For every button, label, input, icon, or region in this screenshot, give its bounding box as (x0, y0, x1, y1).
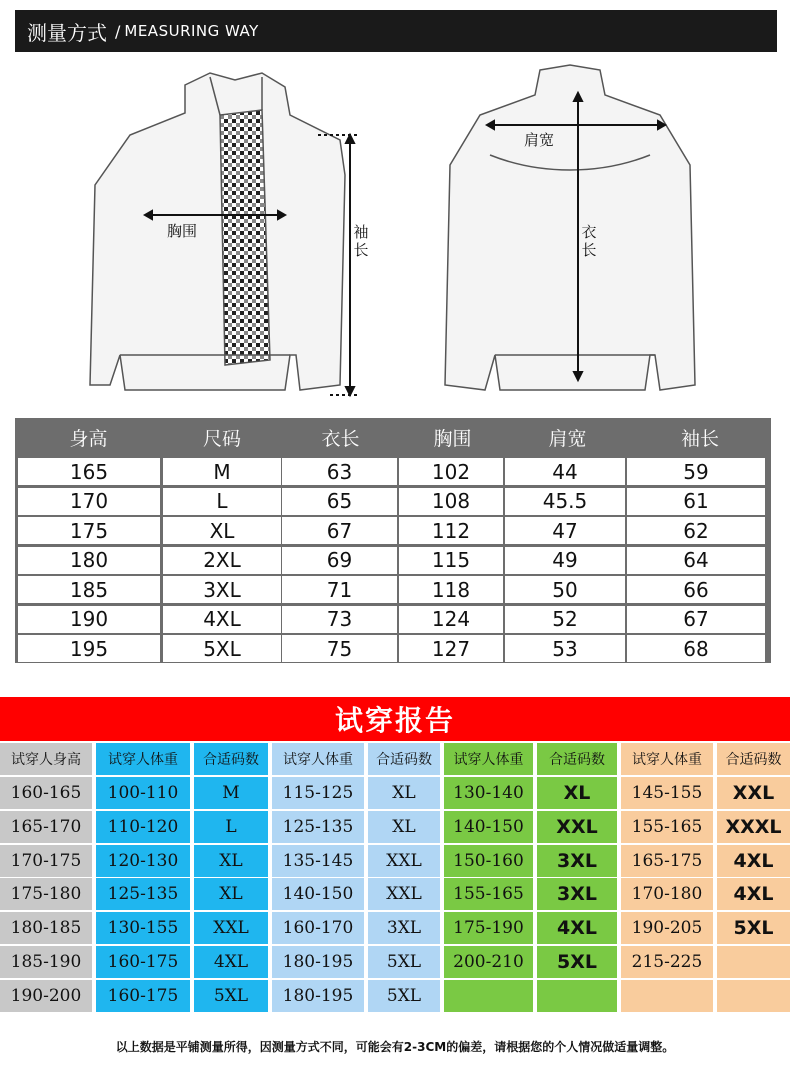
report-cell: XL (194, 878, 268, 910)
report-cell: 130-155 (96, 912, 190, 944)
size-table-cell: M (163, 458, 281, 485)
size-table-cell: 73 (282, 606, 397, 633)
report-cell: 180-185 (0, 912, 92, 944)
report-cell: XXL (537, 811, 617, 843)
report-cell: XXL (194, 912, 268, 944)
report-cell: 180-195 (272, 980, 364, 1012)
report-cell: 200-210 (444, 946, 533, 978)
size-table-cell: L (163, 488, 281, 515)
size-header-sleeve: 袖长 (680, 427, 719, 450)
report-cell: 175-180 (0, 878, 92, 910)
report-cell: 190-200 (0, 980, 92, 1012)
size-table-cell: 180 (18, 547, 160, 574)
report-cell: XL (537, 777, 617, 809)
size-table-cell: 67 (282, 517, 397, 544)
report-header-cell: 试穿人体重 (272, 743, 364, 775)
report-cell: 4XL (537, 912, 617, 944)
size-table-cell: 52 (505, 606, 625, 633)
report-header-cell: 合适码数 (194, 743, 268, 775)
report-cell: 160-175 (96, 980, 190, 1012)
size-table-cell: 2XL (163, 547, 281, 574)
shoulder-label: 肩宽 (524, 131, 555, 149)
size-table-cell: 49 (505, 547, 625, 574)
report-cell (621, 980, 713, 1012)
report-cell: 155-165 (621, 811, 713, 843)
report-cell: 155-165 (444, 878, 533, 910)
report-cell: 135-145 (272, 845, 364, 877)
size-table-row (18, 458, 768, 485)
size-table-cell: 195 (18, 635, 160, 662)
size-table-cell: 65 (282, 488, 397, 515)
size-table-cell: 64 (627, 547, 765, 574)
report-cell: XL (368, 777, 440, 809)
report-cell: 170-180 (621, 878, 713, 910)
report-cell (717, 946, 790, 978)
size-header-size: 尺码 (202, 427, 241, 450)
report-cell: XXL (368, 878, 440, 910)
report-cell: 160-175 (96, 946, 190, 978)
report-cell: 140-150 (272, 878, 364, 910)
report-cell: 125-135 (96, 878, 190, 910)
size-table-cell: 5XL (163, 635, 281, 662)
report-cell: 190-205 (621, 912, 713, 944)
size-header-length: 衣长 (321, 427, 360, 450)
report-cell: 3XL (368, 912, 440, 944)
size-table-cell: 75 (282, 635, 397, 662)
size-table-cell: 44 (505, 458, 625, 485)
jacket-illustration (0, 55, 790, 405)
size-table-cell: 66 (627, 576, 765, 603)
size-table-cell: 102 (399, 458, 503, 485)
size-table-cell: 47 (505, 517, 625, 544)
size-table-cell: 127 (399, 635, 503, 662)
size-table-cell: 67 (627, 606, 765, 633)
size-table-row (18, 488, 768, 515)
report-cell: 5XL (194, 980, 268, 1012)
report-cell: 185-190 (0, 946, 92, 978)
size-table-cell: 50 (505, 576, 625, 603)
report-cell: 215-225 (621, 946, 713, 978)
size-table-row (18, 517, 768, 544)
size-table-cell: 45.5 (505, 488, 625, 515)
report-cell: XXL (368, 845, 440, 877)
front-jacket-icon (90, 73, 345, 390)
sleeve-label (352, 223, 370, 259)
footnote: 以上数据是平铺测量所得，因测量方式不同，可能会有2-3CM的偏差，请根据您的个人情况做适量调整。 (115, 1040, 675, 1054)
report-cell (444, 980, 533, 1012)
report-cell: 110-120 (96, 811, 190, 843)
report-cell: 175-190 (444, 912, 533, 944)
length-label (580, 223, 598, 259)
size-table-cell: 185 (18, 576, 160, 603)
size-table-cell: 190 (18, 606, 160, 633)
size-table-cell: 53 (505, 635, 625, 662)
report-title: 试穿报告 (0, 697, 790, 741)
size-table-cell: 165 (18, 458, 160, 485)
report-cell: 5XL (368, 946, 440, 978)
report-cell: 150-160 (444, 845, 533, 877)
report-cell: 115-125 (272, 777, 364, 809)
report-cell: 100-110 (96, 777, 190, 809)
report-row (0, 946, 790, 980)
report-cell: 165-170 (0, 811, 92, 843)
report-header-cell: 试穿人体重 (444, 743, 533, 775)
report-cell: 170-175 (0, 845, 92, 877)
report-header-cell: 合适码数 (717, 743, 790, 775)
report-cell: 5XL (537, 946, 617, 978)
report-cell: 4XL (717, 845, 790, 877)
length-label-char-1: 衣 (581, 223, 597, 241)
sleeve-label-char-2: 长 (353, 241, 369, 259)
report-header-row (0, 743, 790, 777)
report-cell: 125-135 (272, 811, 364, 843)
report-cell: 5XL (368, 980, 440, 1012)
size-table-cell: 175 (18, 517, 160, 544)
size-table-row (18, 606, 768, 633)
size-header-height: 身高 (69, 427, 108, 450)
sleeve-label-char-1: 袖 (353, 223, 369, 241)
report-cell: XXXL (717, 811, 790, 843)
size-table-cell: 63 (282, 458, 397, 485)
report-cell: 160-165 (0, 777, 92, 809)
size-table-cell: 62 (627, 517, 765, 544)
size-table-cell: 115 (399, 547, 503, 574)
report-header-cell: 试穿人体重 (621, 743, 713, 775)
size-table-cell: 112 (399, 517, 503, 544)
header-title-cn: 测量方式 (27, 20, 107, 45)
report-cell: 130-140 (444, 777, 533, 809)
chest-label: 胸围 (167, 222, 198, 240)
report-cell: 120-130 (96, 845, 190, 877)
report-row (0, 878, 790, 912)
header-title-en: MEASURING WAY (124, 22, 259, 40)
size-table-cell: 170 (18, 488, 160, 515)
size-table-cell: 4XL (163, 606, 281, 633)
size-table-cell: 71 (282, 576, 397, 603)
report-cell: 3XL (537, 845, 617, 877)
report-cell: 140-150 (444, 811, 533, 843)
report-cell: XL (194, 845, 268, 877)
section-header (15, 10, 777, 52)
report-cell: XL (368, 811, 440, 843)
size-table-cell: 61 (627, 488, 765, 515)
report-cell: 180-195 (272, 946, 364, 978)
report-cell: XXL (717, 777, 790, 809)
report-cell: 165-175 (621, 845, 713, 877)
report-cell: M (194, 777, 268, 809)
report-row (0, 845, 790, 879)
size-header-shoulder: 肩宽 (548, 427, 587, 450)
size-table-cell: 108 (399, 488, 503, 515)
size-table (15, 418, 771, 663)
report-cell (537, 980, 617, 1012)
length-label-char-2: 长 (581, 241, 597, 259)
size-table-header (15, 418, 771, 456)
report-cell (717, 980, 790, 1012)
size-table-row (18, 547, 768, 574)
report-cell: 4XL (194, 946, 268, 978)
size-table-row (18, 635, 768, 662)
report-header-cell: 合适码数 (537, 743, 617, 775)
report-row (0, 980, 790, 1014)
size-table-cell: 69 (282, 547, 397, 574)
report-cell: 4XL (717, 878, 790, 910)
report-cell: 3XL (537, 878, 617, 910)
report-row (0, 777, 790, 811)
measuring-diagram (0, 55, 790, 405)
report-row (0, 811, 790, 845)
report-cell: 160-170 (272, 912, 364, 944)
report-cell: 145-155 (621, 777, 713, 809)
size-table-cell: 59 (627, 458, 765, 485)
size-table-cell: 124 (399, 606, 503, 633)
size-table-cell: 3XL (163, 576, 281, 603)
report-header-cell: 试穿人身高 (0, 743, 92, 775)
report-header-cell: 合适码数 (368, 743, 440, 775)
report-cell: 5XL (717, 912, 790, 944)
report-row (0, 912, 790, 946)
back-jacket-icon (445, 65, 695, 390)
size-table-cell: 118 (399, 576, 503, 603)
report-header-cell: 试穿人体重 (96, 743, 190, 775)
size-table-cell: 68 (627, 635, 765, 662)
size-header-chest: 胸围 (433, 427, 472, 450)
report-cell: L (194, 811, 268, 843)
size-table-cell: XL (163, 517, 281, 544)
size-table-row (18, 576, 768, 603)
header-separator: / (115, 21, 121, 41)
